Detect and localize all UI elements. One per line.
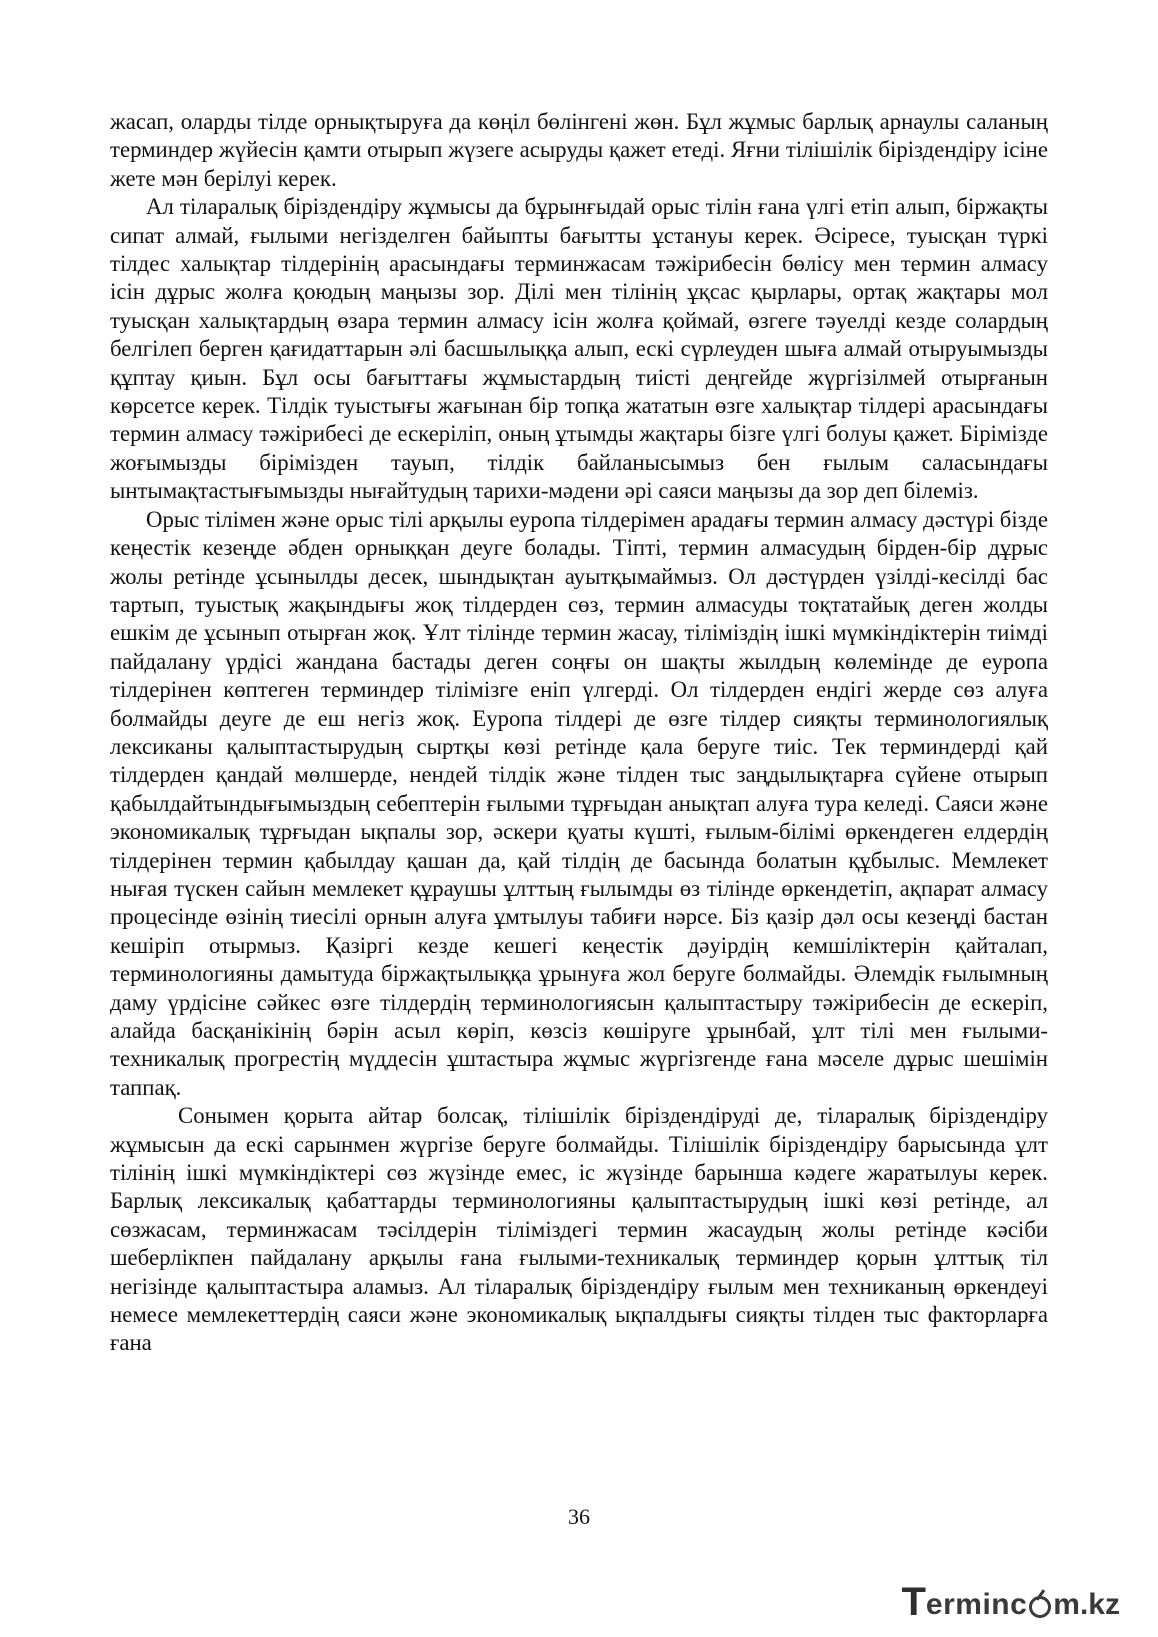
body-text — [110, 108, 1048, 1358]
watermark-letter-t: T — [901, 1580, 926, 1624]
paragraph-interlingual-unification: Ал тіларалық біріздендіру жұмысы да бұрынғыдай орыс тілін ғана үлгі етіп алып, біржақты сипат алмай, ғылыми негізделген байыпты бағытты ұстануы керек. Әсіресе, туысқан түркі тілдес халықтар тілдерінің арасындағы терминжасам тәжірибесін бөлісу мен термин алмасу ісін дұрыс жолға қоюдың маңызы зор. Ділі мен тілінің ұқсас қырлары, ортақ жақтары мол туысқан халықтардың өзара термин алмасу ісін жолға қоймай, өзгеге тәуелді кезде солардың белгілеп берген қағидаттарын әлі басшылыққа алып, ескі сүрлеуден шыға алмай отыруымызды құптау қиын. Бұл осы бағыттағы жұмыстардың тиісті деңгейде жүргізілмей отырғанын көрсетсе керек. Тілдік туыстығы жағынан бір топқа жататын өзге халықтар тілдері арасындағы термин алмасу тәжірибесі де ескеріліп, оның ұтымды жақтары бізге үлгі болуы қажет. Бірімізде жоғымызды бірімізден тауып, тілдік байланысымыз бен ғылым саласындағы ынтымақтастығымызды нығайтудың тарихи-мәдени әрі саяси маңызы да зор деп білеміз. — [110, 194, 1048, 504]
watermark-text: erminc — [925, 1588, 1028, 1621]
paragraph-conclusion: Сонымен қорыта айтар болсақ, тілішілік біріздендіруді де, тіларалық біріздендіру жұмысын да ескі сарынмен жүргізе беруге болмайды. Тілішілік біріздендіру барысында ұлт тілінің ішкі мүмкіндіктері сөз жүзінде емес, іс жүзінде барынша кәдеге жаратылуы керек. Барлық лексикалық қабаттарды терминологияны қалыптастырудың ішкі көзі ретінде, ал сөзжасам, терминжасам тәсілдерін тіліміздегі термин жасаудың жолы ретінде кәсіби шеберлікпен пайдалану арқылы ғана ғылыми-техникалық терминдер қорын ұлттық тіл негізінде қалыптастыра аламыз. Ал тіларалық біріздендіру ғылым мен техниканың өркендеуі немесе мемлекеттердің саяси және экономикалық ықпалдығы сияқты тілден тыс факторларға ғана — [110, 1103, 1048, 1356]
paragraph-continuation: жасап, оларды тілде орнықтыруға да көңіл бөлінгені жөн. Бұл жұмыс барлық арнаулы саланың терминдер жүйесін қамти отырып жүзеге асыруды қажет етеді. Яғни тілішілік біріздендіру ісіне жете мән берілуі керек. — [110, 109, 1048, 191]
watermark-o-icon — [1029, 1596, 1051, 1618]
paragraph-russian-exchange: Орыс тілімен және орыс тілі арқылы еуропа тілдерімен арадағы термин алмасу дәстүрі бізде кеңестік кезеңде әбден орныққан деуге болады. Тіпті, термин алмасудың бірден-бір дұрыс жолы ретінде ұсынылды десек, шындықтан ауытқымаймыз. Ол дәстүрден үзілді-кесілді бас тартып, туыстық жақындығы жоқ тілдерден сөз, термин алмасуды тоқтатайық деген жолды ешкім де ұсынып отырған жоқ. Ұлт тілінде термин жасау, тіліміздің ішкі мүмкіндіктерін тиімді пайдалану үрдісі жандана бастады деген соңғы он шақты жылдың көлемінде де еуропа тілдерінен көптеген терминдер тілімізге еніп үлгерді. Ол тілдерден ендігі жерде сөз алуға болмайды деуге де еш негіз жоқ. Еуропа тілдері де өзге тілдер сияқты терминологиялық лексиканы қалыптастырудың сыртқы көзі ретінде қала беруге тиіс. Тек терминдерді қай тілдерден қандай мөлшерде, нендей тілдік және тілден тыс заңдылықтарға сүйене отырып қабылдайтындығымыздың себептерін ғылыми тұрғыдан анықтап алуға тура келеді. Саяси және экономикалық тұрғыдан ықпалы зор, әскери қуаты күшті, ғылым-білімі өркендеген елдердің тілдерінен термин қабылдау қашан да, қай тілдің де басында болатын құбылыс. Мемлекет нығая түскен сайын мемлекет құраушы ұлттың ғылымды өз тілінде өркендетіп, ақпарат алмасу процесінде өзінің тиесілі орнын алуға ұмтылуы табиғи нәрсе. Біз қазір дәл осы кезеңді бастан кешіріп отырмыз. Қазіргі кезде кешегі кеңестік дәуірдің кемшіліктерін қайталап, терминологияны дамытуда біржақтылыққа ұрынуға жол беруге болмайды. Әлемдік ғылымның даму үрдісіне сәйкес өзге тілдердің терминологиясын қалыптастыру тәжірибесін де ескеріп, алайда басқанікінің бәрін асыл көріп, көзсіз көшіруге ұрынбай, ұлт тілі мен ғылыми-техникалық прогрестің мүддесін ұштастыра жұмыс жүргізгенде ғана мәселе дұрыс шешімін таппақ. — [110, 506, 1048, 1100]
watermark-domain: m.kz — [1053, 1588, 1120, 1621]
site-watermark — [901, 1582, 1120, 1622]
page-number: 36 — [568, 1504, 590, 1529]
